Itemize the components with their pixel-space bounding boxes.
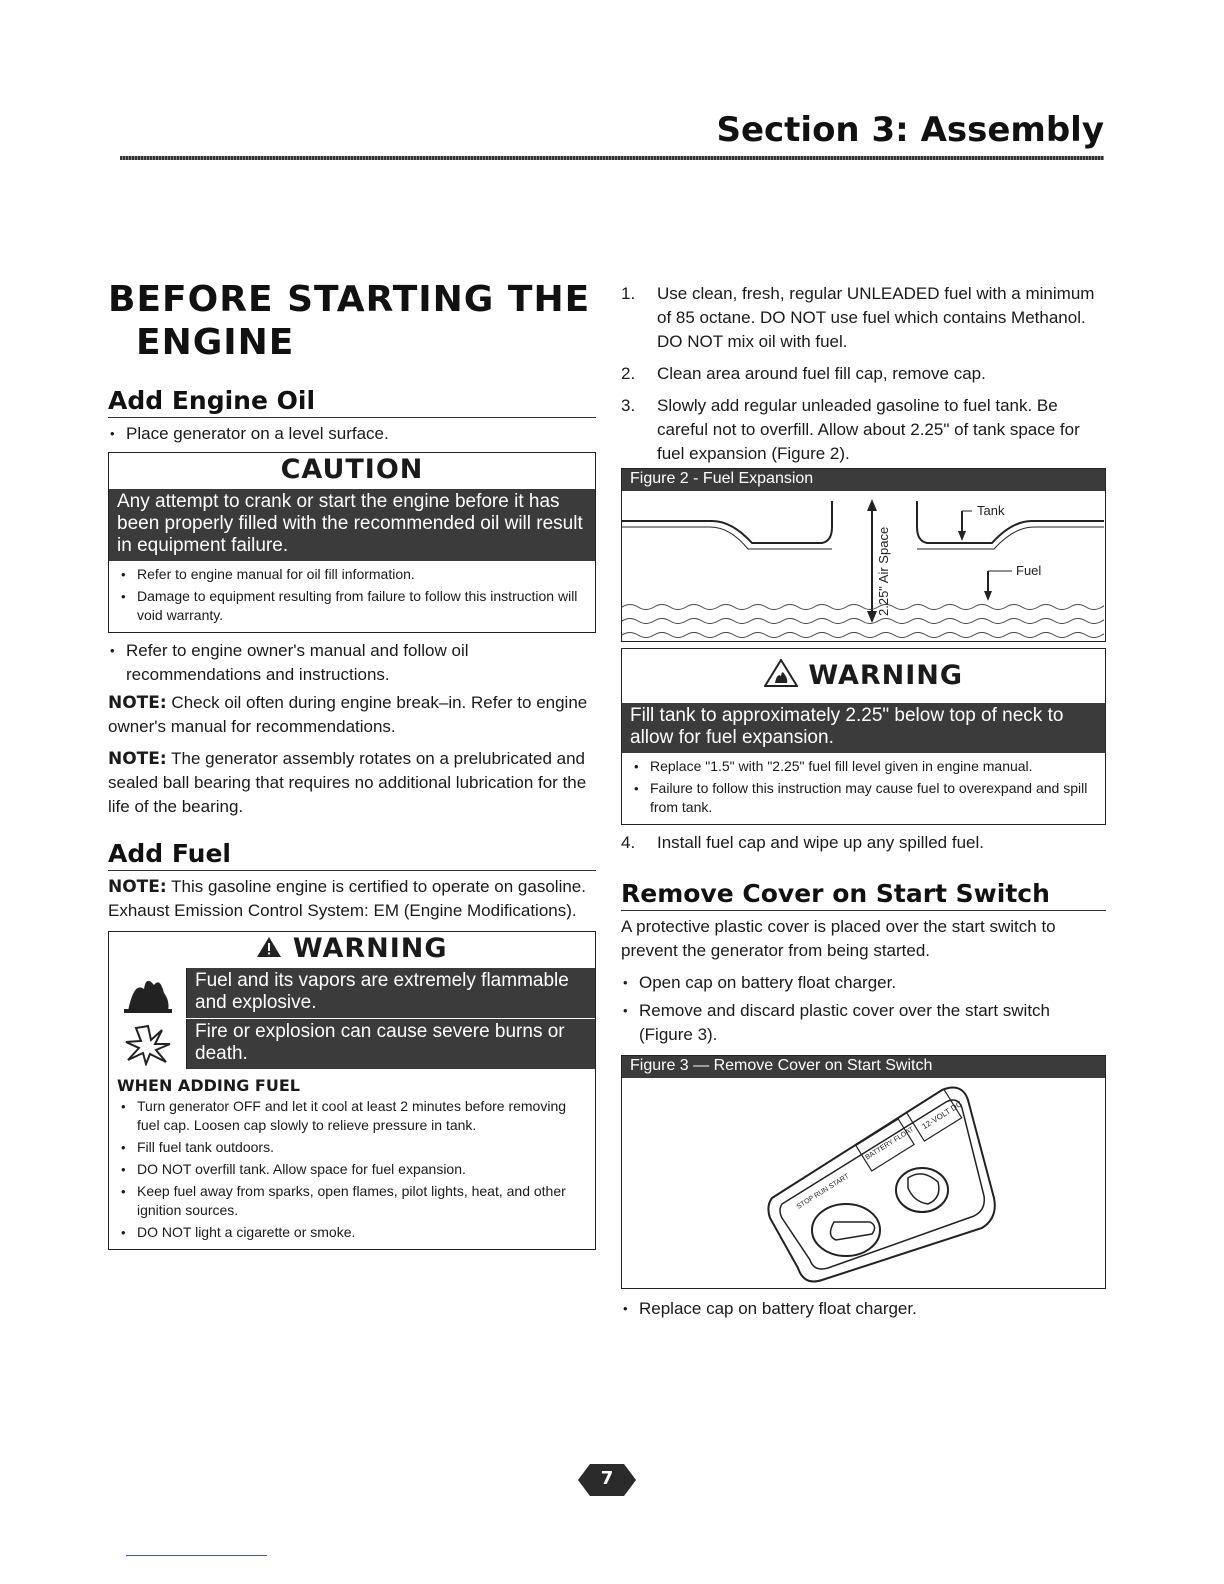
when-adding-fuel-title: WHEN ADDING FUEL (117, 1076, 300, 1095)
step-number: 2. (621, 364, 636, 383)
fire-icon (109, 968, 187, 1018)
title-line-2: ENGINE (136, 322, 295, 363)
fuel-warning-box (108, 931, 596, 1250)
warning-triangle-icon (256, 936, 282, 958)
figure-3-caption: Figure 3 — Remove Cover on Start Switch (622, 1056, 1105, 1078)
note-text: The generator assembly rotates on a prelubricated and sealed ball bearing that requires no additional lubrication for the life of the bearing. (108, 749, 587, 816)
warning-flame-icon (764, 659, 798, 687)
step-text: Slowly add regular unleaded gasoline to fuel tank. Be careful not to overfill. Allow about 2.25" of tank space for fuel expansion (Figure 2). (657, 396, 1080, 463)
fuel-expansion-diagram (622, 491, 1104, 641)
caution-bullet: • Refer to engine manual for oil fill information. (119, 565, 587, 584)
note-bearing (108, 747, 596, 819)
panel-label: STOP RUN START (795, 1172, 851, 1211)
warning-title-text: WARNING (292, 933, 448, 964)
step-item (621, 394, 1106, 466)
fuel-warning-bullet: • Turn generator OFF and let it cool at least 2 minutes before removing fuel cap. Loosen cap slowly to relieve pressure in tank. (119, 1097, 587, 1135)
page-number-badge (578, 1462, 636, 1498)
fill-warning-bullet: • Replace "1.5" with "2.25" fuel fill level given in engine manual. (632, 757, 1097, 776)
header-rule (120, 156, 1104, 160)
step-item (621, 362, 1106, 386)
explosion-message: Fire or explosion can cause severe burns or death. (187, 1019, 595, 1069)
step-item (621, 282, 1106, 354)
note-break-in (108, 691, 596, 739)
figure-3 (621, 1055, 1106, 1289)
note-emission (108, 875, 596, 923)
step-text: Use clean, fresh, regular UNLEADED fuel with a minimum of 85 octane. DO NOT use fuel which contains Methanol. DO NOT mix oil with fuel. (657, 284, 1095, 351)
title-line-1: BEFORE STARTING THE (108, 279, 591, 320)
panel-label: 12-VOLT DC (920, 1099, 964, 1132)
note-label: NOTE: (108, 877, 167, 897)
step-number: 4. (621, 833, 636, 852)
step-text: Clean area around fuel fill cap, remove cap. (657, 364, 986, 383)
step-number: 3. (621, 396, 636, 415)
fuel-label: Fuel (1016, 563, 1042, 578)
warning-title (622, 649, 1105, 703)
fuel-warning-bullet: • Keep fuel away from sparks, open flames, pilot lights, heat, and other ignition sources. (119, 1182, 587, 1220)
fuel-warning-bullet: • Fill fuel tank outdoors. (119, 1138, 587, 1157)
figure-2 (621, 468, 1106, 642)
fuel-warning-bullet: • DO NOT overfill tank. Allow space for fuel expansion. (119, 1160, 587, 1179)
left-column (108, 278, 596, 1250)
figure-2-caption: Figure 2 - Fuel Expansion (622, 469, 1105, 491)
protective-cover-para: A protective plastic cover is placed over the start switch to prevent the generator from being started. (621, 917, 1056, 960)
remove-cover-heading: Remove Cover on Start Switch (621, 879, 1106, 911)
explosion-icon (109, 1019, 187, 1069)
page-title (108, 278, 596, 364)
fuel-warning-bullet: • DO NOT light a cigarette or smoke. (119, 1223, 587, 1242)
page-number: 7 (600, 1468, 614, 1489)
note-text: This gasoline engine is certified to operate on gasoline. Exhaust Emission Control System: EM (Engine Modifications). (108, 877, 586, 920)
switch-bullet: • Open cap on battery float charger. (621, 971, 1106, 995)
caution-title: CAUTION (280, 454, 424, 485)
caution-box (108, 452, 596, 633)
flammable-message: Fuel and its vapors are extremely flammable and explosive. (187, 968, 595, 1018)
step-text: Install fuel cap and wipe up any spilled fuel. (657, 833, 984, 852)
note-text: Check oil often during engine break–in. Refer to engine owner's manual for recommendations. (108, 693, 588, 736)
warning-title-text: WARNING (808, 660, 964, 691)
warning-title (109, 932, 595, 968)
right-column (621, 282, 1106, 1325)
fill-level-message: Fill tank to approximately 2.25" below top of neck to allow for fuel expansion. (622, 703, 1105, 753)
footer-line (126, 1555, 267, 1556)
note-label: NOTE: (108, 749, 167, 769)
tank-label: Tank (977, 503, 1005, 518)
owners-manual-bullet: • Refer to engine owner's manual and follow oil recommendations and instructions. (108, 639, 596, 687)
caution-bullet: • Damage to equipment resulting from failure to follow this instruction will void warranty. (119, 587, 587, 625)
switch-bullet: • Remove and discard plastic cover over the start switch (Figure 3). (621, 999, 1106, 1047)
section-title: Section 3: Assembly (716, 110, 1104, 150)
air-space-label: 2.25" Air Space (876, 526, 891, 616)
step-item (621, 831, 1106, 855)
fill-warning-box (621, 648, 1106, 825)
level-surface-bullet: • Place generator on a level surface. (108, 422, 596, 446)
replace-cap-bullet: • Replace cap on battery float charger. (621, 1297, 1106, 1321)
caution-message: Any attempt to crank or start the engine before it has been properly filled with the recommended oil will result in equipment failure. (109, 489, 595, 561)
step-number: 1. (621, 284, 636, 303)
start-switch-diagram (622, 1078, 1104, 1288)
fill-warning-bullet: • Failure to follow this instruction may cause fuel to overexpand and spill from tank. (632, 779, 1097, 817)
add-fuel-heading: Add Fuel (108, 839, 596, 871)
note-label: NOTE: (108, 693, 167, 713)
add-engine-oil-heading: Add Engine Oil (108, 386, 596, 418)
panel-label: BATTERY FLOAT (864, 1126, 916, 1162)
